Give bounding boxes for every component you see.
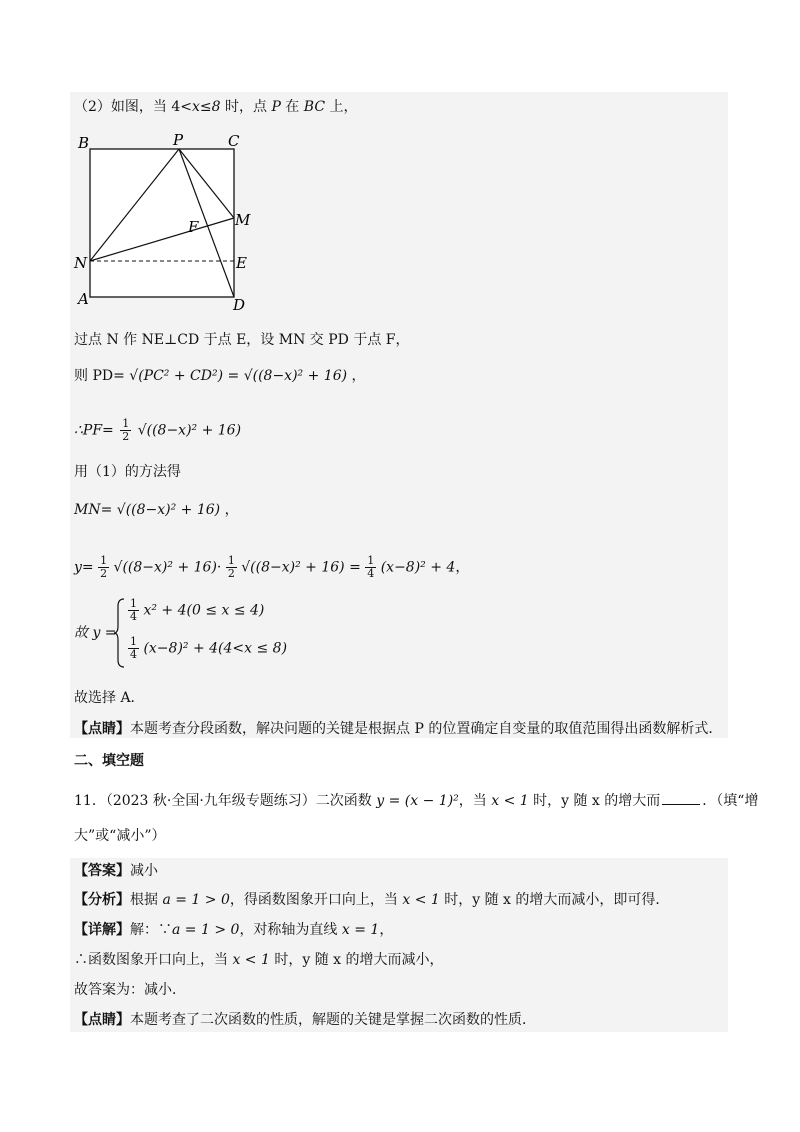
section-title: 二、填空题 [74,753,144,769]
label-D: D [233,296,246,314]
part2-intro: （2）如图，当 4<x≤8 时，点 P 在 BC 上， [74,99,358,115]
mn-equation: MN= √((8−x)² + 16) ， [74,502,239,518]
detail-line-3: 故答案为：减小． [74,982,186,998]
question-11: 11．（2023 秋·全国·九年级专题练习）二次函数 y = (x − 1)²，当 x < 1 时，y 随 x 的增大而 ．（填“增 [74,793,759,809]
y-equation: y= $\frac{1}{2}$ √((8−x)² + 16)· $\frac{1}{2}$ √((8−x)² + 16) = $\frac{1}{4}$ (x−8)² + 4， [74,554,470,580]
left-brace [114,598,126,668]
piece-2: $\frac{1}{4}$ (x−8)² + 4(4<x ≤ 8) [130,635,288,661]
label-P: P [173,131,184,149]
choice-text: 故选择 A． [74,690,145,706]
pd-equation: 则 PD= √(PC² + CD²) = √((8−x)² + 16) ， [74,368,366,384]
label-E: E [236,254,247,272]
answer-line: 【答案】减小 [74,863,158,879]
solution-band-bottom [70,858,728,1032]
detail-line-2: ∴函数图象开口向上，当 x < 1 时，y 随 x 的增大而减小， [74,952,444,968]
comment-1: 【点睛】本题考查分段函数，解决问题的关键是根据点 P 的位置确定自变量的取值范围得出函数解析式． [74,721,723,737]
label-A: A [78,290,89,308]
piece-1: $\frac{1}{4}$ x² + 4(0 ≤ x ≤ 4) [130,597,265,623]
piecewise-function: 故 y = $\frac{1}{4}$ x² + 4(0 ≤ x ≤ 4) $\frac{1}{4}$ (x−8)² + 4(4<x ≤ 8) [74,596,374,668]
label-B: B [78,134,90,152]
detail-line-1: 【详解】解：∵a = 1 > 0，对称轴为直线 x = 1， [74,922,394,938]
comment-2: 【点睛】本题考查了二次函数的性质，解题的关键是掌握二次函数的性质． [74,1012,536,1028]
pf-equation: ∴PF= $\frac{1}{2}$ √((8−x)² + 16) [74,417,242,443]
analysis-line: 【分析】根据 a = 1 > 0，得函数图象开口向上，当 x < 1 时，y 随 x 的增大而减小，即可得． [74,892,670,908]
label-C: C [228,132,240,150]
geometry-figure [72,128,258,314]
method-text: 用（1）的方法得 [74,464,181,480]
label-N: N [74,254,88,272]
label-M: M [235,211,251,229]
question-11-cont: 大”或“减小”） [74,828,166,844]
answer-blank [662,792,700,805]
construction-text: 过点 N 作 NE⊥CD 于点 E，设 MN 交 PD 于点 F， [74,332,410,348]
label-F: F [188,218,199,236]
